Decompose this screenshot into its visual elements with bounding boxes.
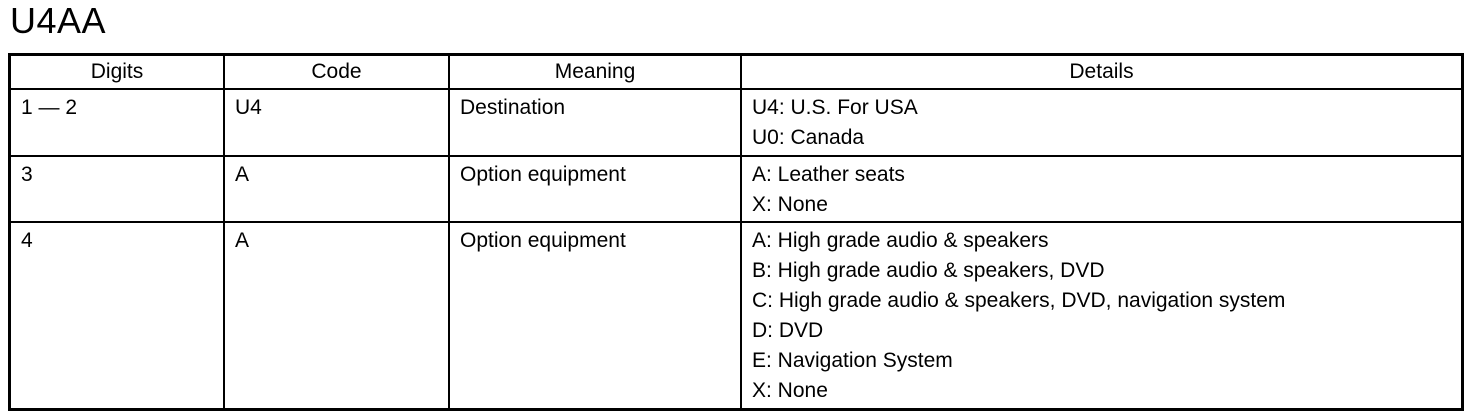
column-header-meaning: Meaning <box>449 55 741 90</box>
code-cell: U4 <box>224 89 449 156</box>
detail-line: U4: U.S. For USA <box>752 96 918 119</box>
digits-cell: 1 — 2 <box>10 89 225 156</box>
detail-line: X: None <box>752 193 828 216</box>
meaning-cell: Option equipment <box>449 156 741 222</box>
page-title: U4AA <box>10 0 107 41</box>
detail-line: X: None <box>752 379 828 402</box>
header-row <box>10 55 1463 90</box>
table-row <box>10 89 1463 156</box>
code-cell: A <box>224 156 449 222</box>
column-header-details: Details <box>741 55 1463 90</box>
meaning-cell: Option equipment <box>449 222 741 410</box>
code-cell: A <box>224 222 449 410</box>
detail-line: A: Leather seats <box>752 163 905 186</box>
column-header-digits: Digits <box>10 55 225 90</box>
table-row <box>10 222 1463 410</box>
detail-line: D: DVD <box>752 319 824 342</box>
detail-line: U0: Canada <box>752 126 865 149</box>
column-header-code: Code <box>224 55 449 90</box>
table-row <box>10 156 1463 222</box>
detail-line: C: High grade audio & speakers, DVD, navigation system <box>752 289 1286 312</box>
detail-line: E: Navigation System <box>752 349 953 372</box>
digits-cell: 4 <box>10 222 225 410</box>
meaning-cell: Destination <box>449 89 741 156</box>
details-cell <box>741 89 1463 156</box>
digits-cell: 3 <box>10 156 225 222</box>
details-cell <box>741 156 1463 222</box>
details-cell <box>741 222 1463 410</box>
detail-line: B: High grade audio & speakers, DVD <box>752 259 1105 282</box>
code-breakdown-table <box>8 53 1464 411</box>
detail-line: A: High grade audio & speakers <box>752 229 1049 252</box>
